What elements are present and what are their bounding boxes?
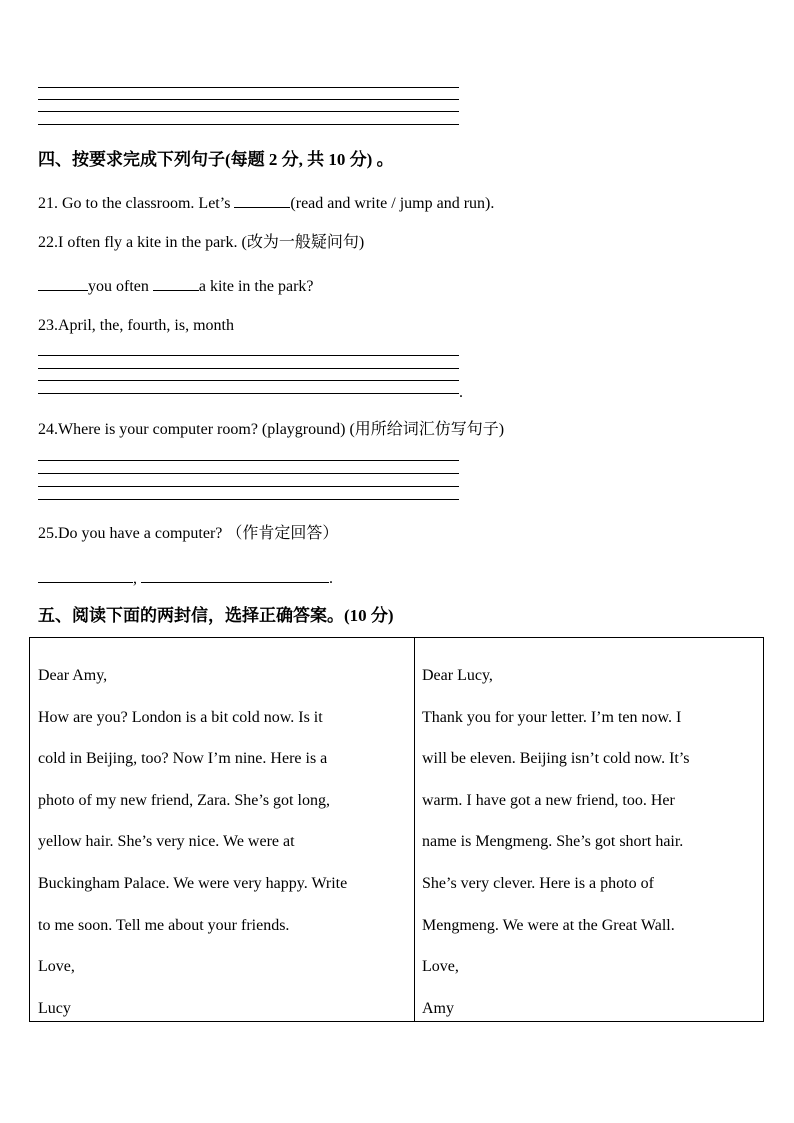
question-21 — [38, 191, 494, 214]
question-21-text: Go to the classroom. Let’s — [62, 195, 231, 212]
letter-from-lucy — [38, 655, 408, 1029]
letter-line: How are you? London is a bit cold now. Is it — [38, 708, 323, 726]
letter-line: cold in Beijing, too? Now I’m nine. Here is a — [38, 750, 328, 768]
letter-line: to me soon. Tell me about your friends. — [38, 916, 290, 934]
letter-line: Mengmeng. We were at the Great Wall. — [422, 916, 675, 934]
question-24: 24.Where is your computer room? (playground) (用所给词汇仿写句子) — [38, 421, 505, 438]
answer-line — [38, 355, 459, 356]
letter-line: Thank you for your letter. I’m ten now. I — [422, 708, 682, 726]
question-25: 25.Do you have a computer? （作肯定回答） — [38, 525, 339, 542]
letter-line: She’s very clever. Here is a photo of — [422, 874, 654, 892]
section-5-title: 五、阅读下面的两封信，选择正确答案。(10 分) — [38, 606, 394, 625]
question-22: 22.I often fly a kite in the park. (改为一般疑问句) — [38, 234, 365, 251]
answer-line — [38, 499, 459, 500]
letter-line: warm. I have got a new friend, too. Her — [422, 791, 675, 809]
question-22-blank-2[interactable] — [153, 274, 199, 291]
answer-line — [38, 460, 459, 461]
letters-table — [29, 637, 764, 1022]
letter-line: Amy — [422, 999, 454, 1017]
letter-line: photo of my new friend, Zara. She’s got long, — [38, 791, 330, 809]
answer-line — [38, 473, 459, 474]
letter-line: Love, — [38, 958, 75, 976]
question-25-end-mark: . — [329, 570, 333, 587]
letter-from-amy — [422, 655, 757, 1029]
letter-line: name is Mengmeng. She’s got short hair. — [422, 833, 684, 851]
question-22-answer — [38, 274, 314, 297]
answer-line — [38, 87, 459, 88]
question-23-end-mark: . — [459, 384, 463, 401]
answer-line — [38, 124, 459, 125]
question-25-blank-1[interactable] — [38, 566, 133, 583]
answer-line — [38, 111, 459, 112]
section-4-title: 四、按要求完成下列句子(每题 2 分, 共 10 分) 。 — [38, 150, 394, 169]
answer-line — [38, 368, 459, 369]
letter-line: Lucy — [38, 999, 71, 1017]
question-21-number: 21. — [38, 195, 58, 212]
answer-line — [38, 380, 459, 381]
letter-line: yellow hair. She’s very nice. We were at — [38, 833, 295, 851]
answer-line — [38, 99, 459, 100]
question-23: 23.April, the, fourth, is, month — [38, 317, 234, 334]
question-21-options: (read and write / jump and run). — [290, 195, 495, 212]
question-22-answer-mid: you often — [88, 278, 149, 295]
answer-line — [38, 393, 459, 394]
letter-line: Buckingham Palace. We were very happy. Write — [38, 874, 348, 892]
letter-line: will be eleven. Beijing isn’t cold now. It’s — [422, 750, 690, 768]
table-divider — [414, 638, 415, 1021]
question-25-answer — [38, 566, 333, 589]
question-22-blank-1[interactable] — [38, 274, 88, 291]
answer-line — [38, 486, 459, 487]
letter-line: Love, — [422, 958, 459, 976]
question-25-blank-2[interactable] — [141, 566, 329, 583]
letter-line: Dear Amy, — [38, 667, 108, 684]
question-25-comma: , — [133, 570, 137, 587]
question-21-blank[interactable] — [234, 191, 290, 208]
letter-line: Dear Lucy, — [422, 667, 493, 684]
question-22-answer-end: a kite in the park? — [198, 278, 314, 295]
